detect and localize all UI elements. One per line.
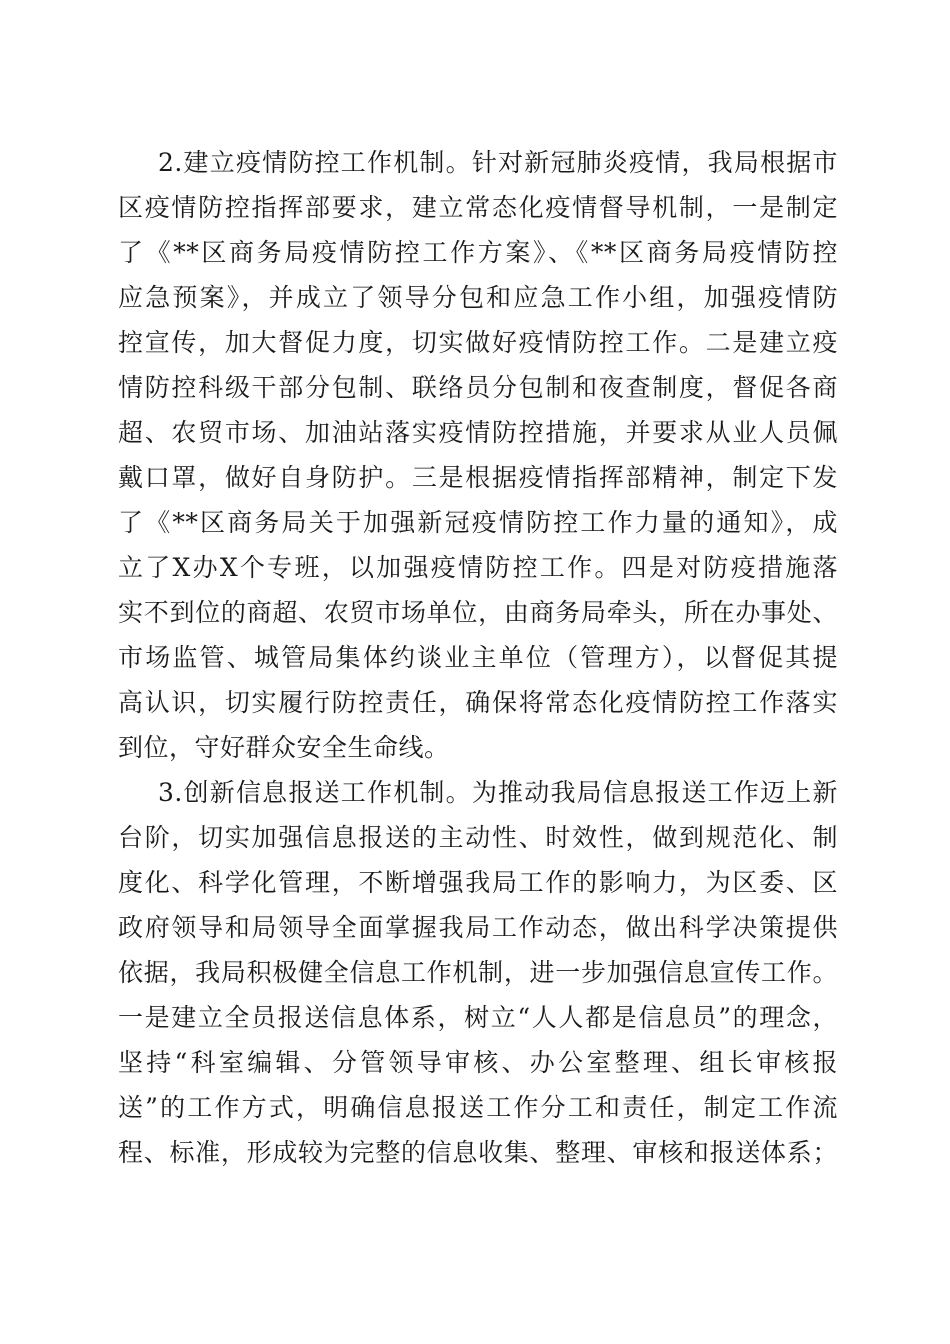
text-line: 戴口罩，做好自身防护。三是根据疫情指挥部精神，制定下发 bbox=[118, 463, 838, 492]
text-line: 到位，守好群众安全生命线。 bbox=[118, 733, 450, 762]
text-line: 2.建立疫情防控工作机制。针对新冠肺炎疫情，我局根据市 bbox=[158, 148, 838, 177]
text-line: 立了X办X个专班，以加强疫情防控工作。四是对防疫措施落 bbox=[118, 553, 838, 582]
text-line: 控宣传，加大督促力度，切实做好疫情防控工作。二是建立疫 bbox=[118, 328, 838, 357]
paragraph-info-reporting-mechanism bbox=[118, 770, 838, 1175]
text-line: 高认识，切实履行防控责任，确保将常态化疫情防控工作落实 bbox=[118, 688, 838, 717]
text-line: 送”的工作方式，明确信息报送工作分工和责任，制定工作流 bbox=[118, 1093, 838, 1122]
text-line: 政府领导和局领导全面掌握我局工作动态，做出科学决策提供 bbox=[118, 913, 838, 942]
text-line: 情防控科级干部分包制、联络员分包制和夜查制度，督促各商 bbox=[118, 373, 838, 402]
text-line: 度化、科学化管理，不断增强我局工作的影响力，为区委、区 bbox=[118, 868, 838, 897]
text-line: 了《**区商务局疫情防控工作方案》、《**区商务局疫情防控 bbox=[118, 238, 838, 267]
text-line: 程、标准，形成较为完整的信息收集、整理、审核和报送体系； bbox=[118, 1138, 838, 1167]
document-body bbox=[118, 140, 838, 1175]
text-line: 依据，我局积极健全信息工作机制，进一步加强信息宣传工作。 bbox=[118, 958, 838, 987]
text-line: 应急预案》，并成立了领导分包和应急工作小组，加强疫情防 bbox=[118, 283, 838, 312]
text-line: 3.创新信息报送工作机制。为推动我局信息报送工作迈上新 bbox=[158, 778, 838, 807]
text-line: 台阶，切实加强信息报送的主动性、时效性，做到规范化、制 bbox=[118, 823, 838, 852]
text-line: 了《**区商务局关于加强新冠疫情防控工作力量的通知》，成 bbox=[118, 508, 838, 537]
text-line: 区疫情防控指挥部要求，建立常态化疫情督导机制，一是制定 bbox=[118, 193, 838, 222]
text-line: 实不到位的商超、农贸市场单位，由商务局牵头，所在办事处、 bbox=[118, 598, 838, 627]
text-line: 一是建立全员报送信息体系，树立“人人都是信息员”的理念， bbox=[118, 1003, 838, 1032]
paragraph-epidemic-mechanism bbox=[118, 140, 838, 770]
text-line: 市场监管、城管局集体约谈业主单位（管理方），以督促其提 bbox=[118, 643, 838, 672]
text-line: 坚持“科室编辑、分管领导审核、办公室整理、组长审核报 bbox=[118, 1048, 838, 1077]
text-line: 超、农贸市场、加油站落实疫情防控措施，并要求从业人员佩 bbox=[118, 418, 838, 447]
